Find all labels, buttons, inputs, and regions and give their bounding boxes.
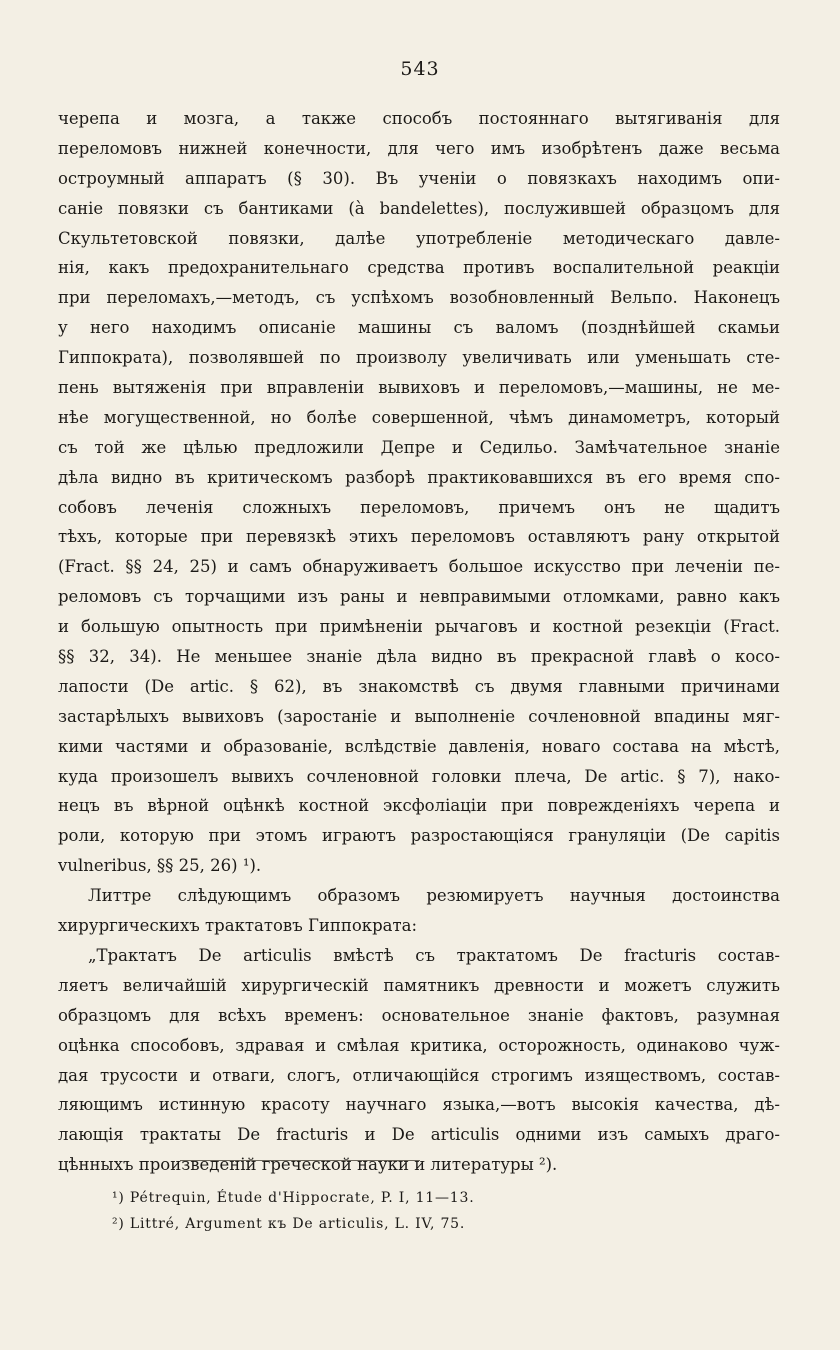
- text-line: дая трусости и отваги, слогъ, отличающійся строгимъ изяществомъ, состав-: [58, 1065, 780, 1085]
- text-line: нія, какъ предохранительнаго средства противъ воспалительной реакціи: [58, 258, 780, 278]
- footnote-divider: [180, 1160, 420, 1161]
- text-line: (Fract. §§ 24, 25) и самъ обнаруживаетъ большое искусство при леченіи пе-: [58, 557, 780, 577]
- text-line: черепа и мозга, а также способъ постояннаго вытягиванія для: [58, 109, 780, 128]
- page-number: 543: [400, 58, 440, 80]
- text-line: образцомъ для всѣхъ временъ: основательное знаніе фактовъ, разумная: [58, 1005, 780, 1025]
- text-line: у него находимъ описаніе машины съ валомъ (позднѣйшей скамьи: [58, 318, 780, 338]
- footnotes: [112, 1185, 474, 1237]
- text-line: кими частями и образованіе, вслѣдствіе давленія, новаго состава на мѣстѣ,: [58, 736, 780, 756]
- text-line: Литтре слѣдующимъ образомъ резюмируетъ научныя достоинства: [88, 886, 780, 906]
- text-line: Гиппократа), позволявшей по произволу увеличивать или уменьшать сте-: [58, 348, 780, 368]
- text-line: саніе повязки съ бантиками (à bandelettes), послужившей образцомъ для: [58, 198, 780, 218]
- text-line: реломовъ съ торчащими изъ раны и невправимыми отломками, равно какъ: [58, 587, 780, 607]
- text-line: при переломахъ,—методъ, съ успѣхомъ возобновленный Вельпо. Наконецъ: [58, 288, 780, 308]
- text-line: лающія трактаты De fracturis и De articulis одними изъ самыхъ драго-: [58, 1125, 780, 1145]
- text-line: остроумный аппаратъ (§ 30). Въ ученіи о повязкахъ находимъ опи-: [58, 168, 780, 188]
- text-line: ляющимъ истинную красоту научнаго языка,—вотъ высокія качества, дѣ-: [58, 1095, 780, 1115]
- text-line: съ той же цѣлью предложили Депре и Седильо. Замѣчательное знаніе: [58, 437, 780, 457]
- text-line: нецъ въ вѣрной оцѣнкѣ костной эксфоліаціи при поврежденіяхъ черепа и: [58, 796, 780, 816]
- text-line: лапости (De artic. § 62), въ знакомствѣ съ двумя главными причинами: [58, 676, 780, 696]
- text-line: §§ 32, 34). Не меньшее знаніе дѣла видно въ прекрасной главѣ о косо-: [58, 647, 780, 667]
- text-line: „Трактатъ De articulis вмѣстѣ съ трактатомъ De fracturis состав-: [88, 945, 780, 965]
- body-text: [58, 104, 780, 1180]
- text-line: пень вытяженія при вправленіи вывиховъ и переломовъ,—машины, не ме-: [58, 378, 780, 398]
- text-line: Скультетовской повязки, далѣе употребленіе методическаго давле-: [58, 228, 780, 248]
- footnote: ¹) Pétrequin, Étude d'Hippocrate, P. I, 11—13.: [112, 1190, 475, 1206]
- text-line: vulneribus, §§ 25, 26) ¹).: [58, 856, 262, 876]
- text-line: дѣла видно въ критическомъ разборѣ практиковавшихся въ его время спо-: [58, 467, 780, 487]
- text-line: переломовъ нижней конечности, для чего имъ изобрѣтенъ даже весьма: [58, 138, 780, 158]
- text-line: застарѣлыхъ вывиховъ (заростаніе и выполненіе сочленовной впадины мяг-: [58, 706, 780, 726]
- text-line: тѣхъ, которые при перевязкѣ этихъ переломовъ оставляютъ рану открытой: [58, 527, 780, 547]
- text-line: оцѣнка способовъ, здравая и смѣлая критика, осторожность, одинаково чуж-: [58, 1035, 780, 1055]
- text-line: нѣе могущественной, но болѣе совершенной, чѣмъ динамометръ, который: [58, 407, 780, 427]
- text-line: роли, которую при этомъ играютъ разростающіяся грануляціи (De capitis: [58, 826, 780, 846]
- text-line: и большую опытность при примѣненіи рычаговъ и костной резекціи (Fract.: [58, 617, 780, 637]
- text-line: хирургическихъ трактатовъ Гиппократа:: [58, 916, 418, 936]
- text-line: собовъ леченія сложныхъ переломовъ, причемъ онъ не щадитъ: [58, 497, 780, 517]
- text-line: ляетъ величайшій хирургическій памятникъ древности и можетъ служить: [58, 975, 780, 995]
- text-line: цѣнныхъ произведеній греческой науки и литературы ²).: [58, 1155, 558, 1175]
- text-line: куда произошелъ вывихъ сочленовной головки плеча, De artic. § 7), нако-: [58, 766, 780, 786]
- footnote: ²) Littré, Argument къ De articulis, L. IV, 75.: [112, 1216, 466, 1232]
